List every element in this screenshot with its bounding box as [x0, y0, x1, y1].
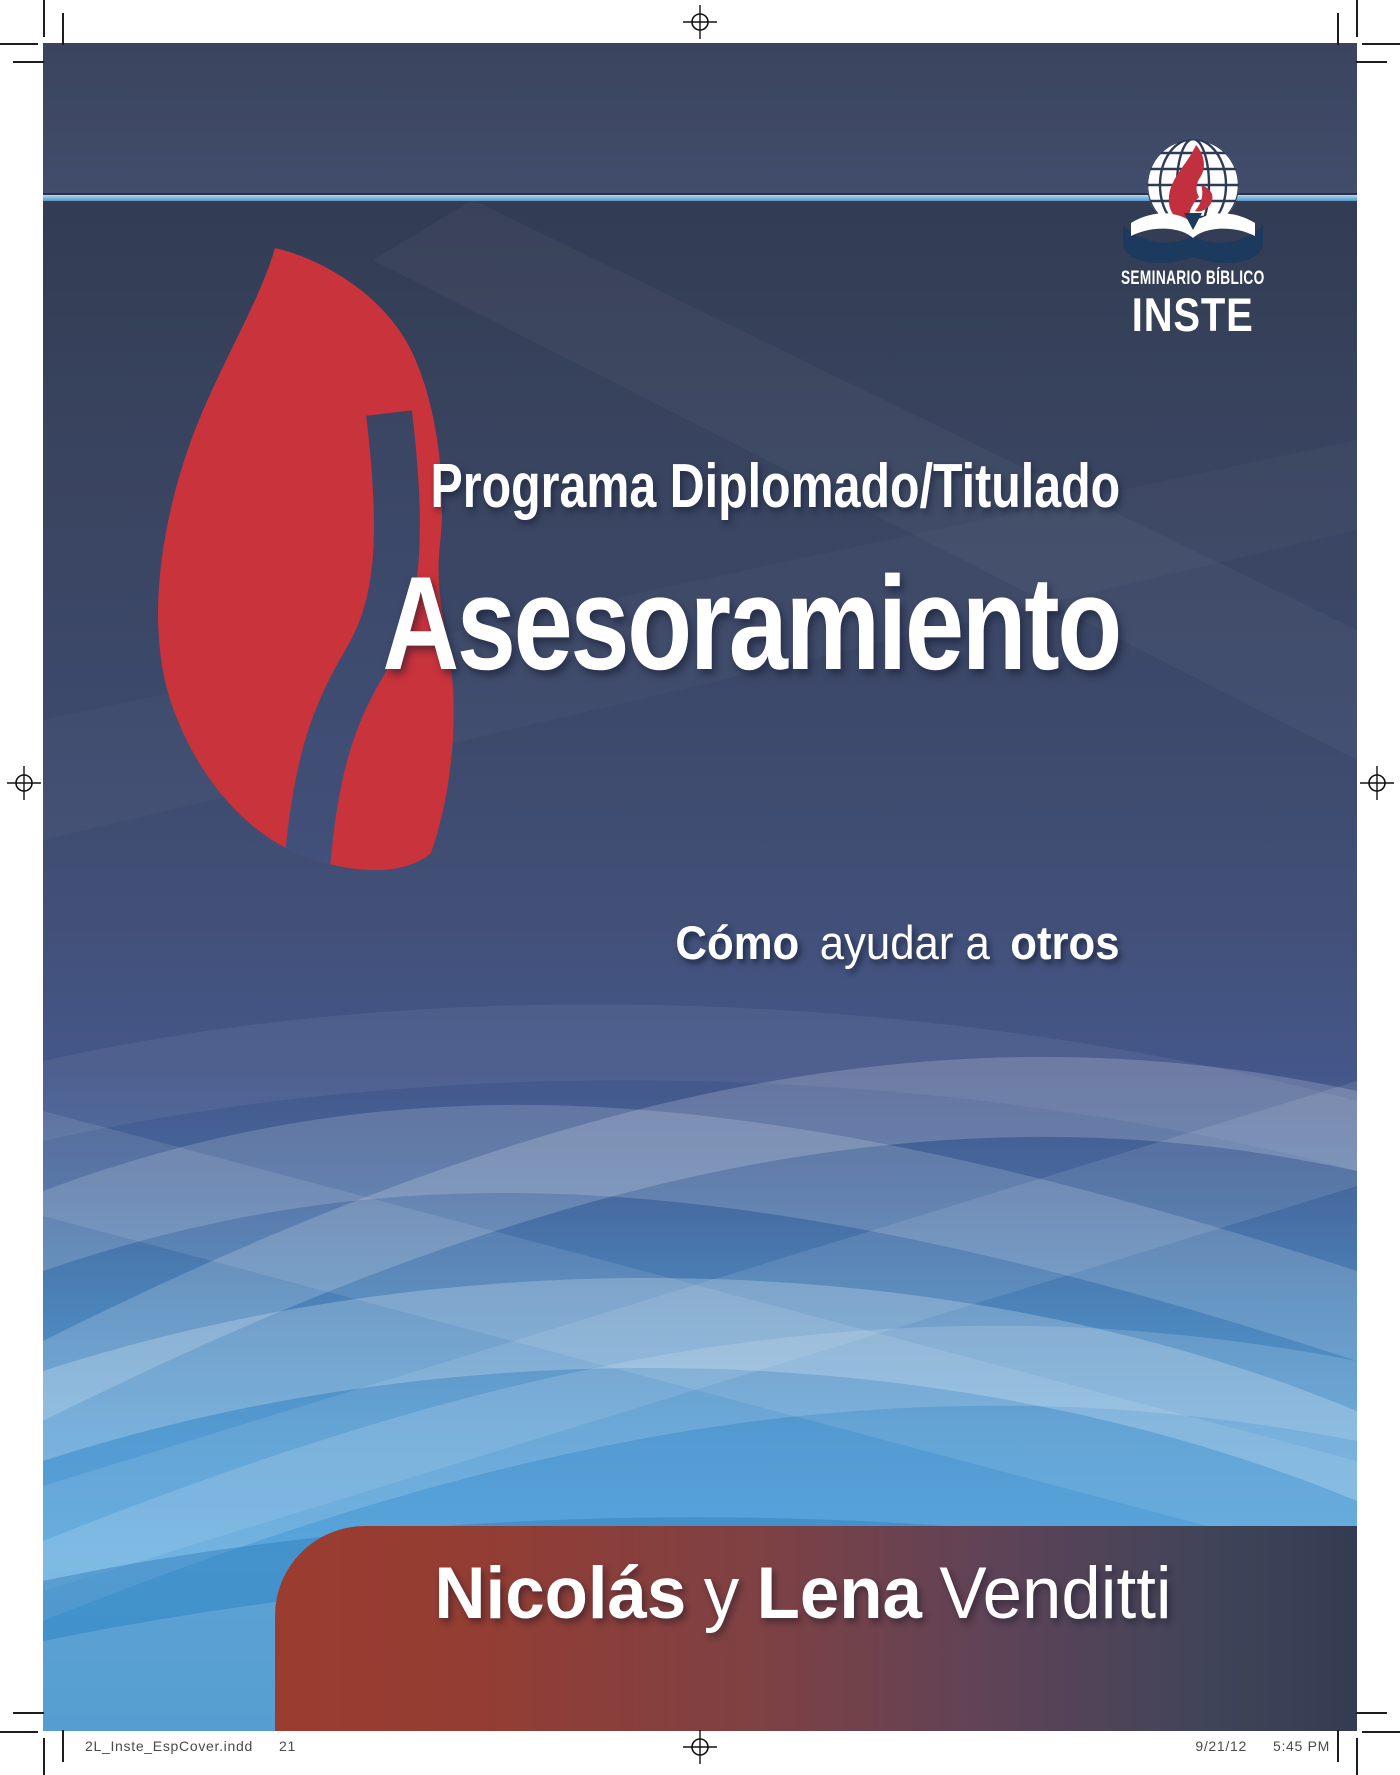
crop-mark: [1356, 1738, 1358, 1775]
author-second: Lena: [756, 1553, 922, 1634]
slug-date: 9/21/12: [1195, 1738, 1247, 1754]
crop-mark: [1356, 61, 1387, 63]
crop-mark: [62, 13, 64, 45]
crop-mark: [1356, 1712, 1387, 1714]
crop-mark: [1362, 43, 1400, 45]
crop-mark: [43, 0, 45, 37]
slug-datetime: [1195, 1738, 1330, 1754]
subtitle-middle: ayudar a: [820, 916, 991, 969]
subtitle-tail: otros: [1010, 916, 1120, 969]
crop-mark: [0, 43, 38, 45]
registration-mark-icon: [683, 1730, 717, 1764]
registration-mark-icon: [7, 766, 41, 800]
crop-mark: [13, 1712, 44, 1714]
crop-mark: [1337, 13, 1339, 45]
author-surname: Venditti: [939, 1553, 1172, 1634]
book-cover: [43, 43, 1357, 1731]
subtitle-lead: Cómo: [675, 916, 800, 969]
inste-logo: [1083, 133, 1303, 341]
crop-mark: [0, 1731, 38, 1733]
crop-mark: [62, 1730, 64, 1762]
crop-mark: [43, 1738, 45, 1775]
crop-mark: [13, 61, 44, 63]
logo-inste-label: INSTE: [1132, 288, 1254, 341]
slug-page-number: 21: [278, 1738, 296, 1754]
book-title: [43, 548, 1120, 700]
slug-time: 5:45 PM: [1272, 1738, 1330, 1754]
author-name: [275, 1552, 1331, 1635]
registration-mark-icon: [683, 5, 717, 39]
author-conjunction: y: [703, 1553, 740, 1634]
program-kicker-text: Programa Diplomado/Titulado: [430, 452, 1120, 521]
registration-mark-icon: [1360, 766, 1394, 800]
slug-filename: 2L_Inste_EspCover.indd 21: [85, 1738, 296, 1754]
crop-mark: [1362, 1731, 1400, 1733]
logo-seminary-label: SEMINARIO BÍBLICO: [1121, 268, 1265, 289]
program-kicker: [43, 451, 1120, 522]
globe-book-icon: [1083, 133, 1303, 268]
crop-mark: [1337, 1730, 1339, 1762]
book-title-text: Asesoramiento: [382, 550, 1120, 698]
book-subtitle: [43, 915, 1120, 970]
crop-mark: [1356, 0, 1358, 37]
author-band: [275, 1526, 1357, 1731]
author-first: Nicolás: [434, 1553, 687, 1634]
